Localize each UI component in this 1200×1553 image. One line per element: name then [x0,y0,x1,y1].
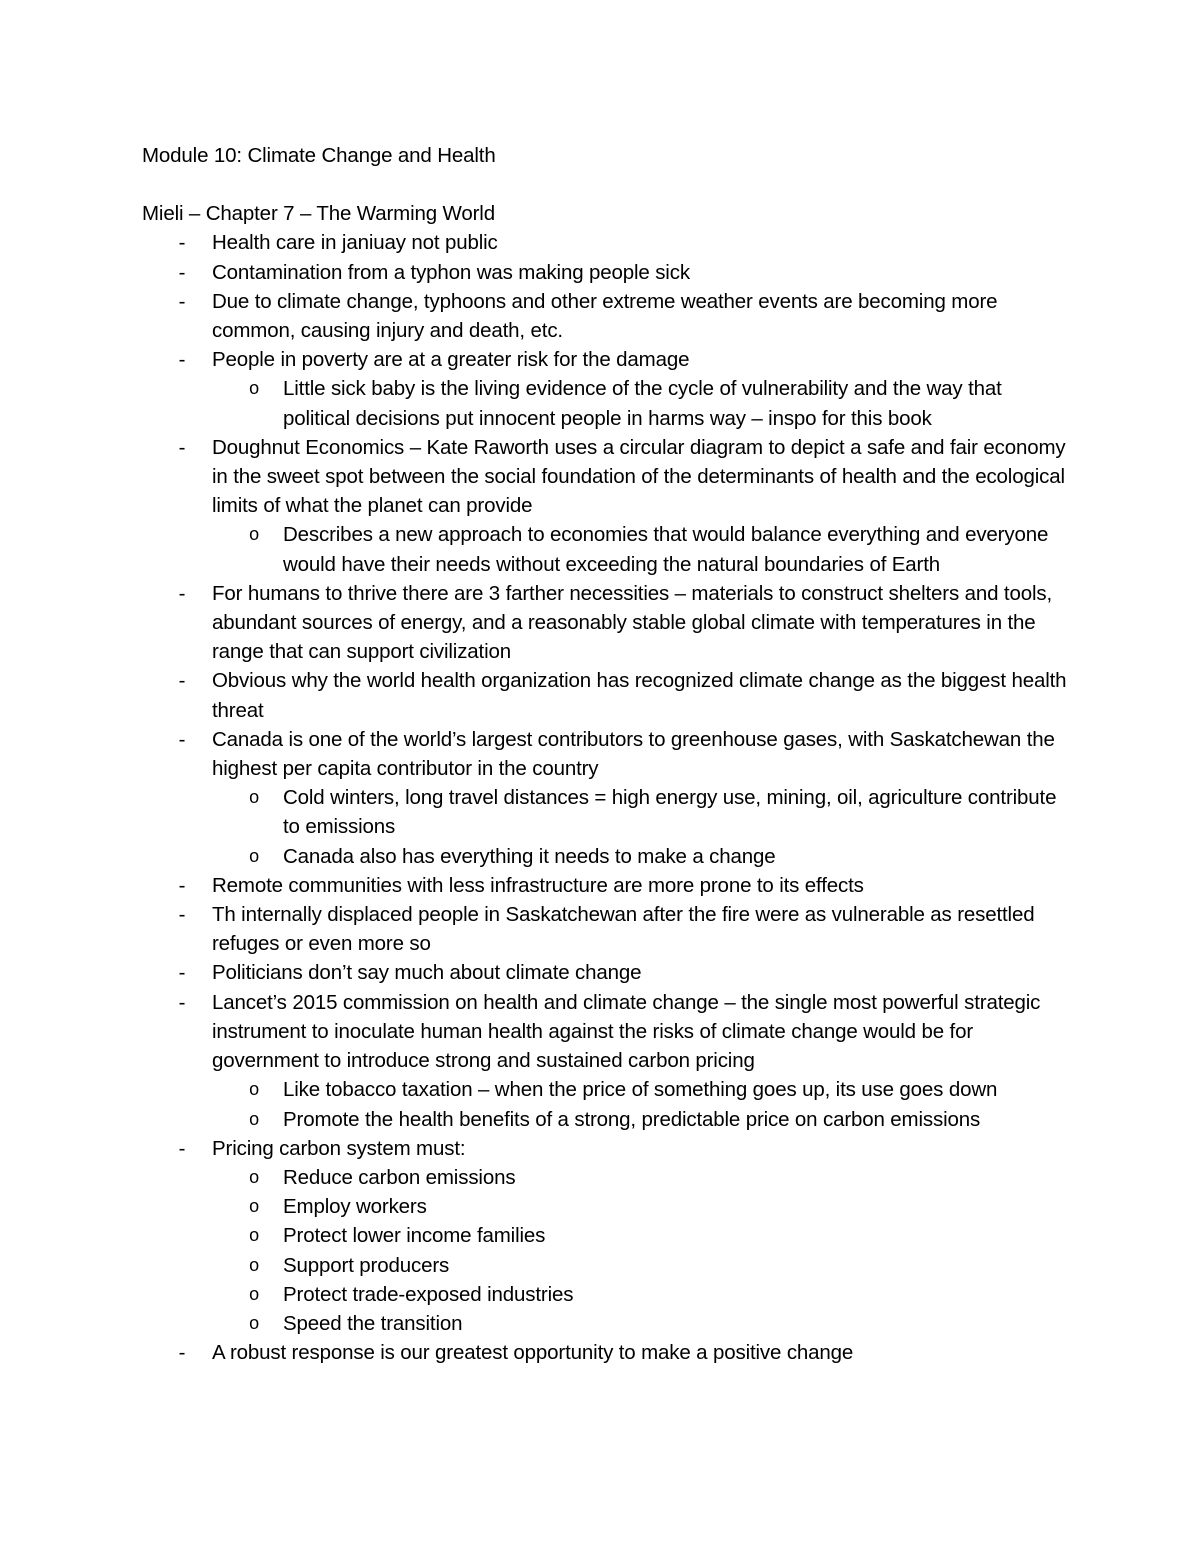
bullet-marker: - [178,231,186,255]
bullet-text: Contamination from a typhon was making people sick [212,260,690,284]
sub-bullet-marker: o [249,1283,259,1304]
bullet-marker: - [178,727,186,751]
bullet-text: Pricing carbon system must: [212,1136,466,1160]
sub-bullet-text: Protect trade-exposed industries [283,1282,574,1306]
sub-bullet-marker: o [249,1079,259,1100]
bullet-marker: - [178,348,186,372]
sub-bullet-text: Speed the transition [283,1311,463,1335]
sub-bullet-item [212,520,1072,578]
sub-bullet-item [212,1309,1072,1338]
sub-bullet-list [212,520,1072,578]
sub-bullet-list [212,783,1072,871]
sub-bullet-text: Promote the health benefits of a strong, predictable price on carbon emissions [283,1107,981,1131]
section-heading: Mieli – Chapter 7 – The Warming World [142,202,495,226]
sub-bullet-item [212,842,1072,871]
bullet-item [142,287,1072,345]
bullet-item [142,725,1072,871]
bullet-item [142,666,1072,724]
bullet-item [142,433,1072,579]
sub-bullet-marker: o [249,524,259,545]
bullet-text: People in poverty are at a greater risk for the damage [212,348,690,372]
sub-bullet-marker: o [249,787,259,808]
sub-bullet-marker: o [249,1225,259,1246]
bullet-text: Politicians don’t say much about climate change [212,961,642,985]
bullet-item [142,579,1072,667]
sub-bullet-text: Cold winters, long travel distances = high energy use, mining, oil, agriculture contribute to emissions [283,786,1057,839]
sub-bullet-item [212,1221,1072,1250]
bullet-item [142,258,1072,287]
bullet-item [142,958,1072,987]
sub-bullet-item [212,1251,1072,1280]
bullet-text: Remote communities with less infrastructure are more prone to its effects [212,873,864,897]
sub-bullet-item [212,1192,1072,1221]
bullet-list [142,228,1072,1367]
sub-bullet-text: Describes a new approach to economies that would balance everything and everyone would have their needs without exceeding the natural boundaries of Earth [283,523,1049,576]
bullet-item [142,871,1072,900]
sub-bullet-item [212,1075,1072,1104]
bullet-marker: - [178,289,186,313]
sub-bullet-marker: o [249,1312,259,1333]
bullet-item [142,988,1072,1134]
bullet-text: For humans to thrive there are 3 farther necessities – materials to construct shelters and tools, abundant sources of energy, and a reasonably stable global climate with temperatures in the range that can support civilization [212,581,1053,664]
bullet-marker: - [178,990,186,1014]
sub-bullet-list [212,1163,1072,1338]
bullet-text: Th internally displaced people in Saskatchewan after the fire were as vulnerable as resettled refuges or even more so [212,903,1035,956]
sub-bullet-text: Support producers [283,1253,450,1277]
bullet-text: Obvious why the world health organization has recognized climate change as the biggest health threat [212,669,1067,722]
bullet-item [142,1338,1072,1367]
bullet-marker: - [178,873,186,897]
sub-bullet-item [212,1163,1072,1192]
bullet-item [142,345,1072,433]
sub-bullet-marker: o [249,378,259,399]
bullet-marker: - [178,961,186,985]
sub-bullet-text: Protect lower income families [283,1224,546,1248]
sub-bullet-item [212,374,1072,432]
sub-bullet-item [212,783,1072,841]
sub-bullet-text: Reduce carbon emissions [283,1165,516,1189]
sub-bullet-text: Little sick baby is the living evidence of the cycle of vulnerability and the way that political decisions put innocent people in harms way – inspo for this book [283,377,1002,430]
sub-bullet-item [212,1105,1072,1134]
bullet-text: Due to climate change, typhoons and other extreme weather events are becoming more common, causing injury and death, etc. [212,289,998,343]
sub-bullet-marker: o [249,1166,259,1187]
bullet-text: A robust response is our greatest opportunity to make a positive change [212,1341,854,1365]
document-title: Module 10: Climate Change and Health [142,144,496,167]
sub-bullet-marker: o [249,1196,259,1217]
bullet-marker: - [178,903,186,927]
sub-bullet-marker: o [249,1108,259,1129]
sub-bullet-item [212,1280,1072,1309]
bullet-marker: - [178,581,186,605]
sub-bullet-marker: o [249,1254,259,1275]
bullet-marker: - [178,669,186,693]
sub-bullet-text: Employ workers [283,1195,427,1219]
bullet-text: Doughnut Economics – Kate Raworth uses a circular diagram to depict a safe and fair economy in the sweet spot between the social foundation of the determinants of health and the ecological limits of what the planet can provide [212,435,1066,518]
bullet-marker: - [178,1136,186,1160]
sub-bullet-list [212,374,1072,432]
bullet-item [142,1134,1072,1338]
bullet-item [142,900,1072,958]
sub-bullet-text: Like tobacco taxation – when the price of something goes up, its use goes down [283,1078,998,1102]
bullet-marker: - [178,1341,186,1365]
bullet-marker: - [178,260,186,284]
sub-bullet-list [212,1075,1072,1133]
bullet-text: Health care in janiuay not public [212,231,498,255]
document-body [142,141,1072,1367]
bullet-text: Canada is one of the world’s largest contributors to greenhouse gases, with Saskatchewan the highest per capita contributor in the country [212,727,1055,781]
sub-bullet-marker: o [249,845,259,866]
bullet-item [142,228,1072,257]
bullet-text: Lancet’s 2015 commission on health and climate change – the single most powerful strategic instrument to inoculate human health against the risks of climate change would be for government to introduce strong and sustained carbon pricing [212,990,1041,1073]
bullet-marker: - [178,435,186,459]
sub-bullet-text: Canada also has everything it needs to make a change [283,844,776,868]
blank-line [142,170,1072,199]
